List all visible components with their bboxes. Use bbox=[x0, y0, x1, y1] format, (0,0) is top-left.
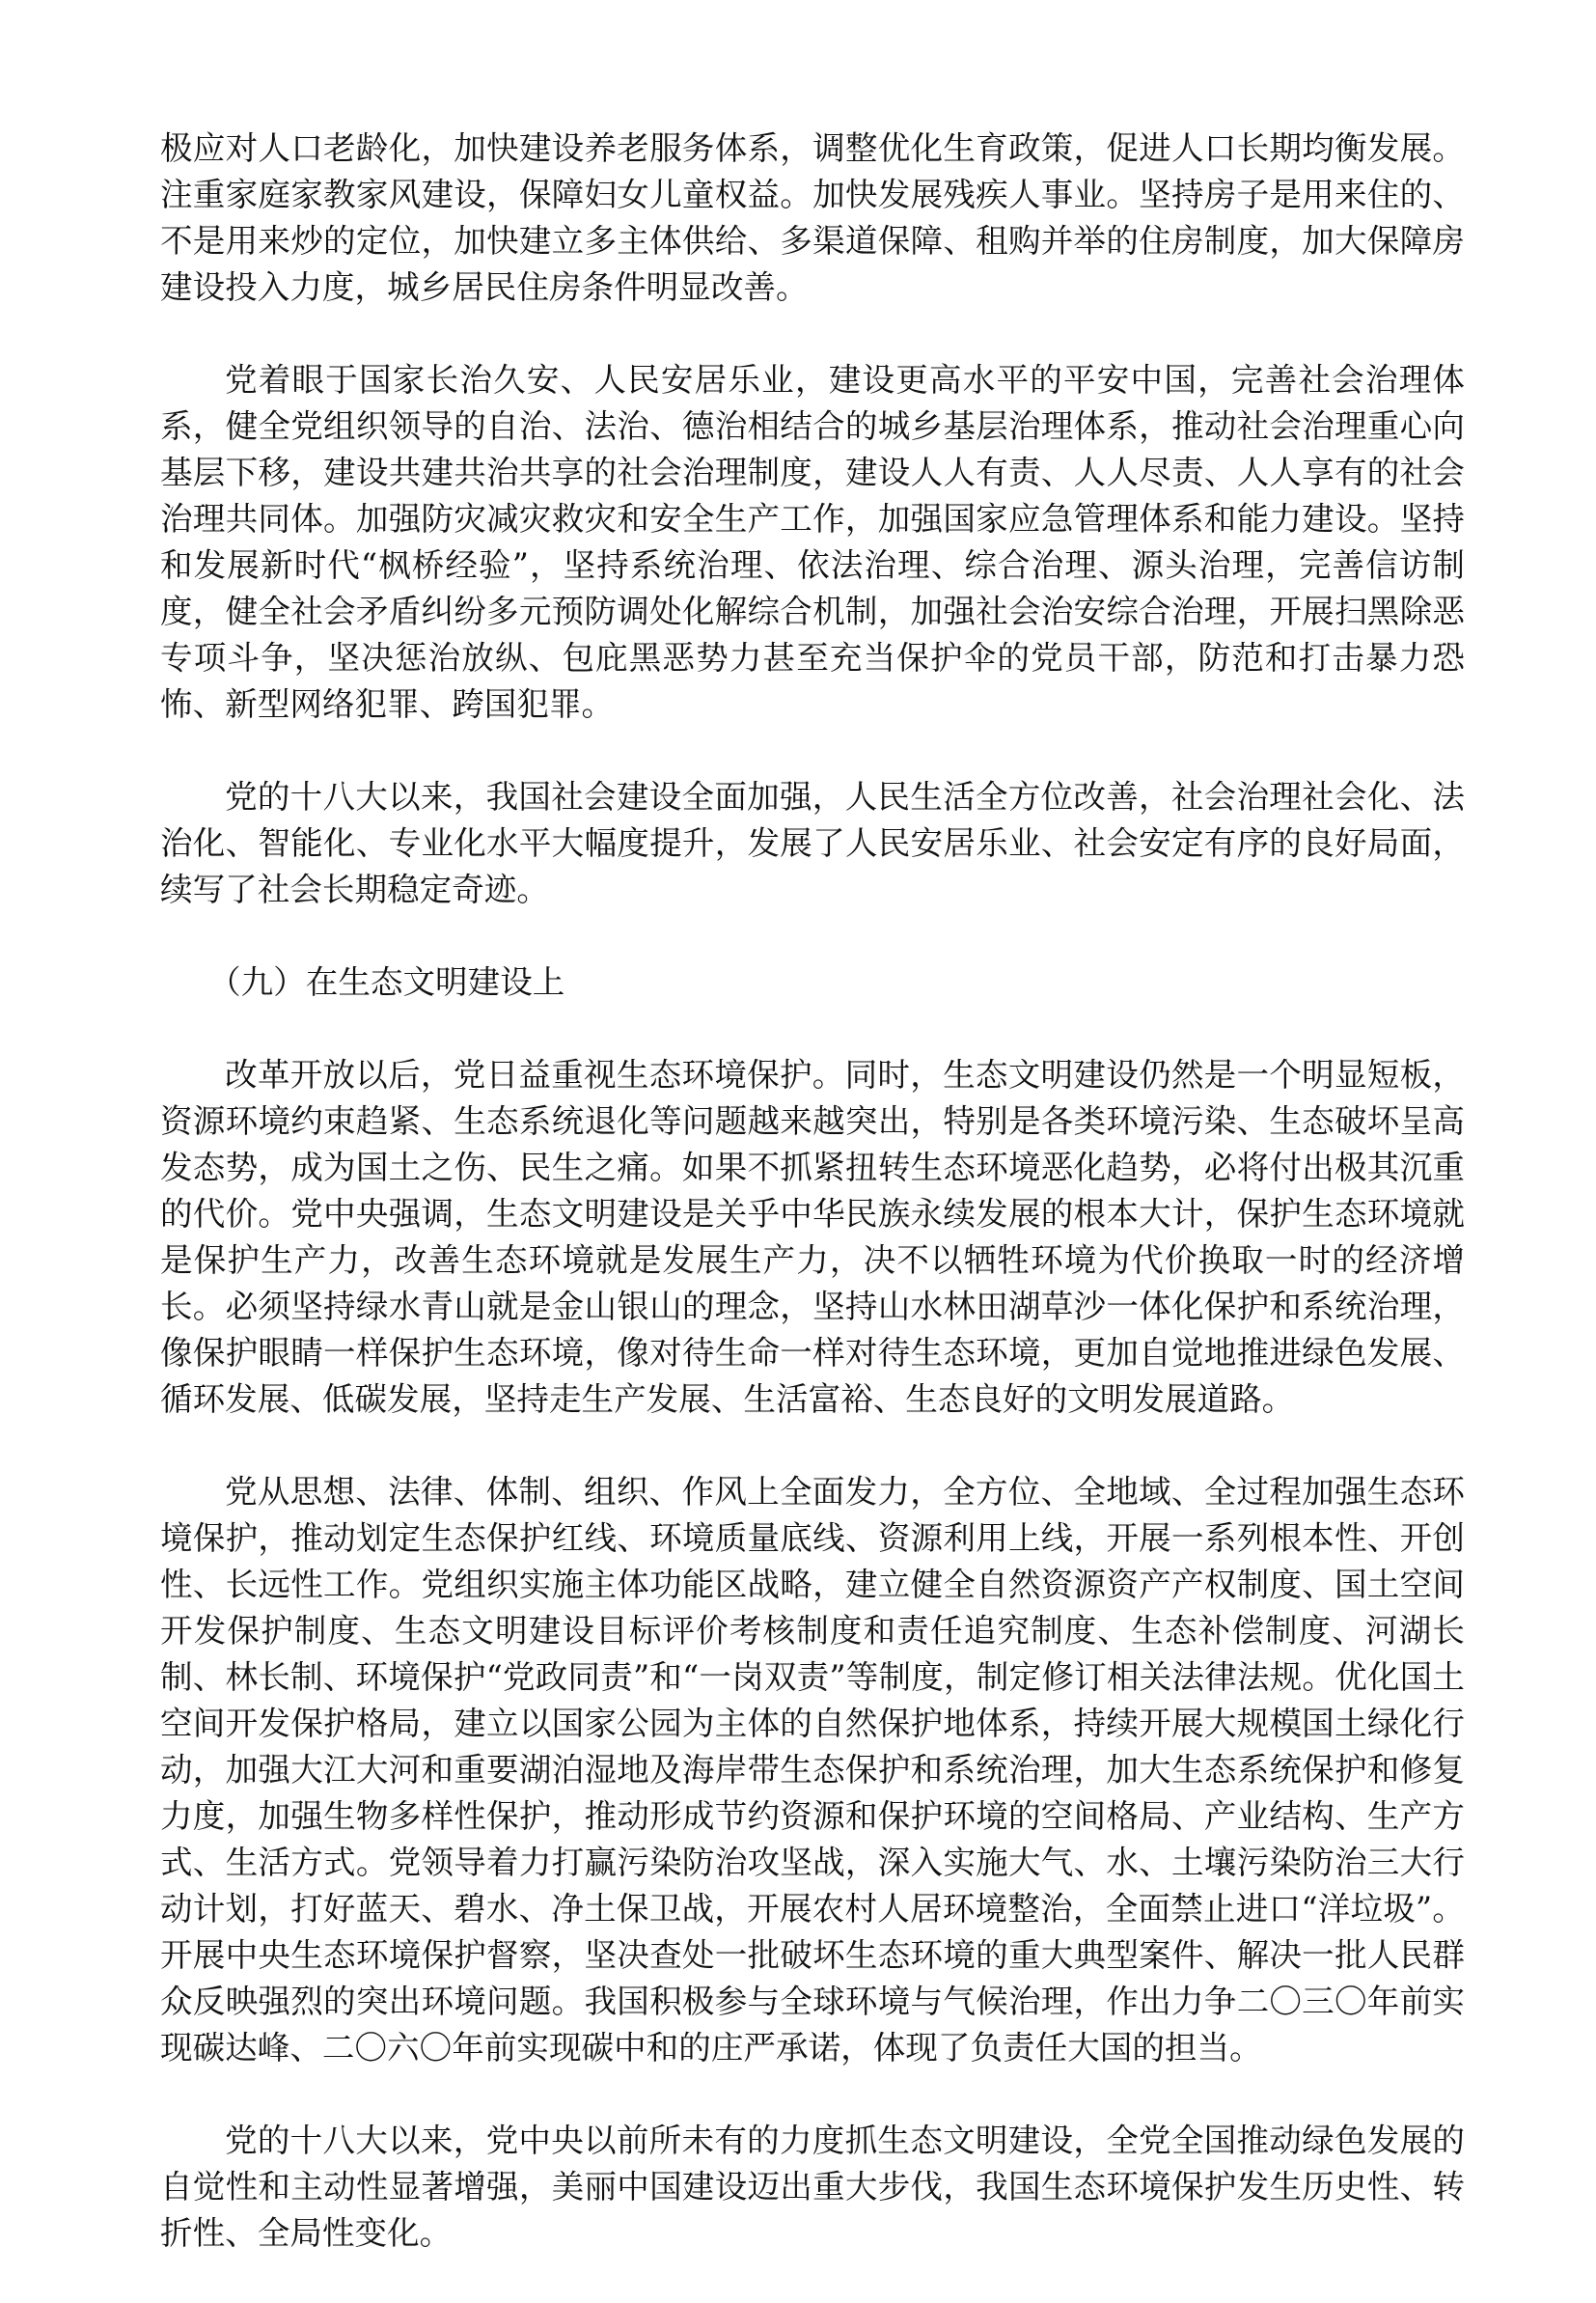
paragraph-social-governance: 党着眼于国家长治久安、人民安居乐业，建设更高水平的平安中国，完善社会治理体系，健全党组织领导的自治、法治、德治相结合的城乡基层治理体系，推动社会治理重心向基层下移，建设共建共治共享的社会治理制度，建设人人有责、人人尽责、人人享有的社会治理共同体。加强防灾减灾救灾和安全生产工作，加强国家应急管理体系和能力建设。坚持和发展新时代“枫桥经验”，坚持系统治理、依法治理、综合治理、源头治理，完善信访制度，健全社会矛盾纠纷多元预防调处化解综合机制，加强社会治安综合治理，开展扫黑除恶专项斗争，坚决惩治放纵、包庇黑恶势力甚至充当保护伞的党员干部，防范和打击暴力恐怖、新型网络犯罪、跨国犯罪。 bbox=[160, 361, 1465, 723]
paragraph-ecology-summary: 党的十八大以来，党中央以前所未有的力度抓生态文明建设，全党全国推动绿色发展的自觉性和主动性显著增强，美丽中国建设迈出重大步伐，我国生态环境保护发生历史性、转折性、全局性变化。 bbox=[160, 2122, 1465, 2252]
section-heading-ecology: （九）在生态文明建设上 bbox=[208, 963, 565, 1001]
document-page bbox=[160, 125, 1465, 2303]
paragraph-continuation: 极应对人口老龄化，加快建设养老服务体系，调整优化生育政策，促进人口长期均衡发展。注重家庭家教家风建设，保障妇女儿童权益。加快发展残疾人事业。坚持房子是用来住的、不是用来炒的定位，加快建立多主体供给、多渠道保障、租购并举的住房制度，加大保障房建设投入力度，城乡居民住房条件明显改善。 bbox=[160, 129, 1465, 306]
paragraph-social-summary: 党的十八大以来，我国社会建设全面加强，人民生活全方位改善，社会治理社会化、法治化、智能化、专业化水平大幅度提升，发展了人民安居乐业、社会安定有序的良好局面，续写了社会长期稳定奇迹。 bbox=[160, 778, 1465, 908]
paragraph-ecology-intro: 改革开放以后，党日益重视生态环境保护。同时，生态文明建设仍然是一个明显短板，资源环境约束趋紧、生态系统退化等问题越来越突出，特别是各类环境污染、生态破坏呈高发态势，成为国土之伤、民生之痛。如果不抓紧扭转生态环境恶化趋势，必将付出极其沉重的代价。党中央强调，生态文明建设是关乎中华民族永续发展的根本大计，保护生态环境就是保护生产力，改善生态环境就是发展生产力，决不以牺牲环境为代价换取一时的经济增长。必须坚持绿水青山就是金山银山的理念，坚持山水林田湖草沙一体化保护和系统治理，像保护眼睛一样保护生态环境，像对待生命一样对待生态环境，更加自觉地推进绿色发展、循环发展、低碳发展，坚持走生产发展、生活富裕、生态良好的文明发展道路。 bbox=[160, 1056, 1465, 1418]
paragraph-ecology-measures: 党从思想、法律、体制、组织、作风上全面发力，全方位、全地域、全过程加强生态环境保护，推动划定生态保护红线、环境质量底线、资源利用上线，开展一系列根本性、开创性、长远性工作。党组织实施主体功能区战略，建立健全自然资源资产产权制度、国土空间开发保护制度、生态文明建设目标评价考核制度和责任追究制度、生态补偿制度、河湖长制、林长制、环境保护“党政同责”和“一岗双责”等制度，制定修订相关法律法规。优化国土空间开发保护格局，建立以国家公园为主体的自然保护地体系，持续开展大规模国土绿化行动，加强大江大河和重要湖泊湿地及海岸带生态保护和系统治理，加大生态系统保护和修复力度，加强生物多样性保护，推动形成节约资源和保护环境的空间格局、产业结构、生产方式、生活方式。党领导着力打赢污染防治攻坚战，深入实施大气、水、土壤污染防治三大行动计划，打好蓝天、碧水、净土保卫战，开展农村人居环境整治，全面禁止进口“洋垃圾”。开展中央生态环境保护督察，坚决查处一批破坏生态环境的重大典型案件、解决一批人民群众反映强烈的突出环境问题。我国积极参与全球环境与气候治理，作出力争二〇三〇年前实现碳达峰、二〇六〇年前实现碳中和的庄严承诺，体现了负责任大国的担当。 bbox=[160, 1473, 1465, 2067]
